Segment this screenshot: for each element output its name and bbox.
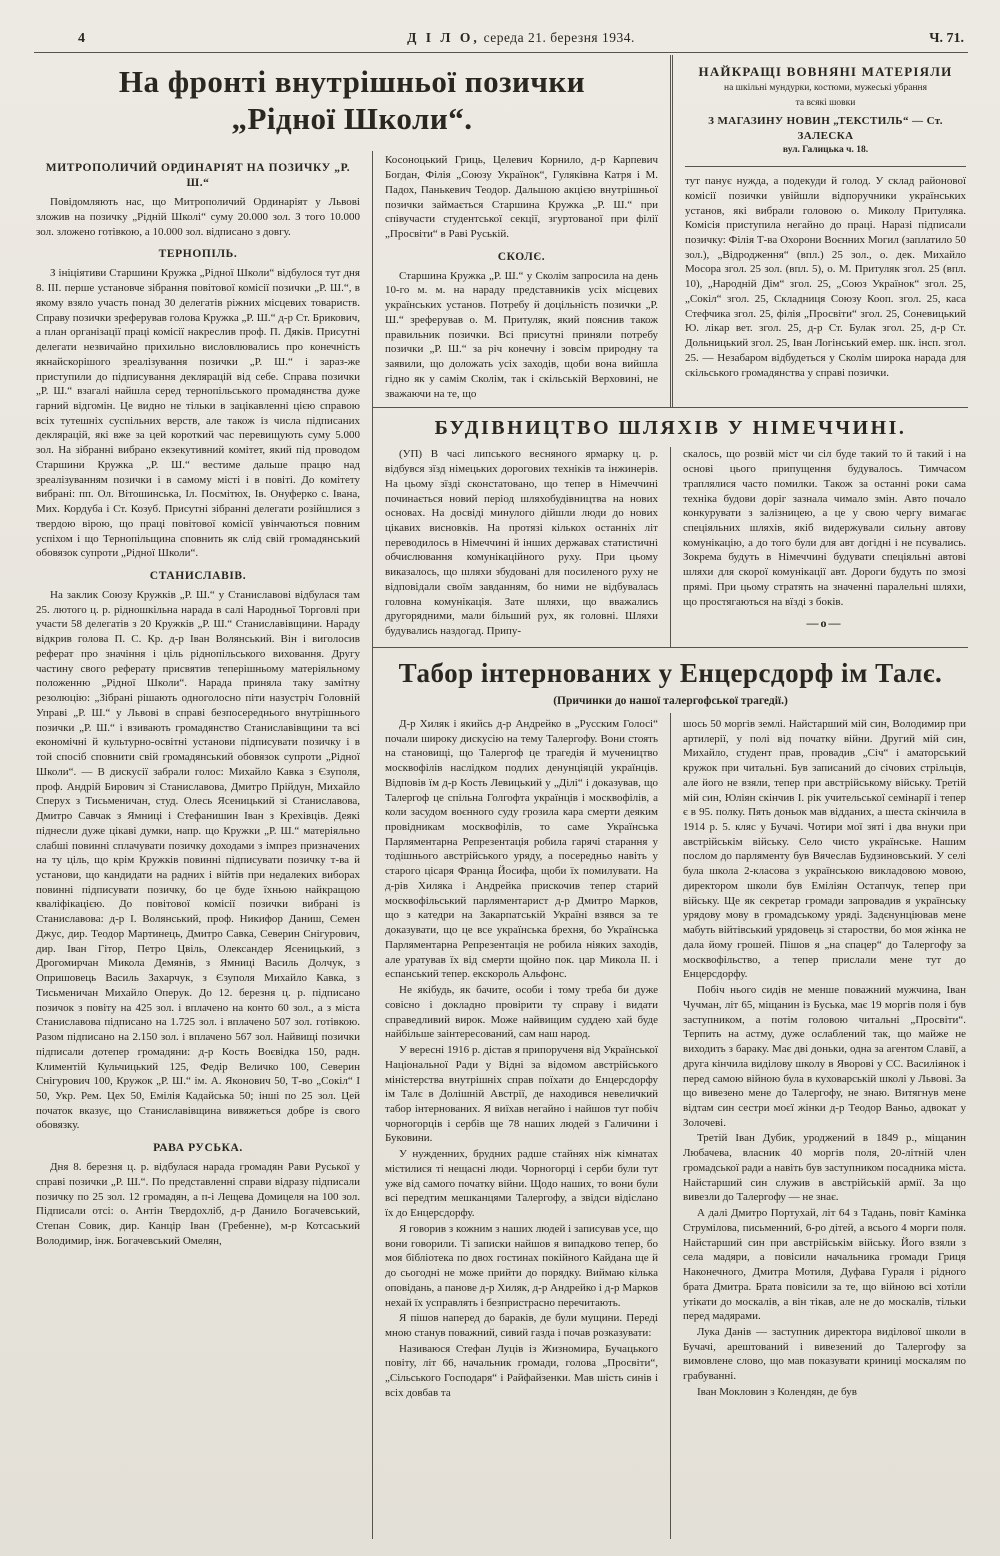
camp-paragraph: У вересні 1916 р. дістав я припорученя від Української Національної Ради у Відні за відомом австрійського міністерства внутрішніх справ поїхати до Енцерсдорфу ім Талє в Долішній Австрії, де находився невеличкий табор інтернованих. Я виїхав негайно і найшов тут побіч чорногорців і сербів ще 78 наших людей з Галичини і Буковини. xyxy=(385,1044,658,1145)
ad-address: вул. Галицька ч. 18. xyxy=(782,145,869,156)
roads-article-headline: БУДІВНИЦТВО ШЛЯХІВ У НІМЕЧЧИНІ. xyxy=(372,407,968,447)
camp-paragraph: Я говорив з кожним з наших людей і записував усе, що вони говорили. Ті записки найшов я випадково тепер, бо моя бібліотека по двох гостинах покійного Кайдана ще й до сьогодні не може прийти до порядку. Виймаю кілька оповідань, а панове д-р Хиляк, д-р Андрейко і д-р Марков нехай їх усправлять і безпристрасно перечитають. xyxy=(385,1222,658,1309)
page-number: 4 xyxy=(78,31,85,46)
section-heading-skole: СКОЛЄ. xyxy=(497,250,546,263)
skole-continuation-paragraph: тут панує нужда, а подекуди й голод. У склад районової комісії позички увійшли відпоручники українських установ, які вибрали головою о. Миколу Притуляка. Комісія приступила негайно до праці. Наразі підписали позичку: Філія Т-ва Охорони Воєнних Могил (заплатило 50 зол.), „Відродження“ (впл.) 25 зол., о. дек. Михайло Мосора згол. 25 зол. (впл. 5), о. М. Притуляк згол. 25 (впл. 10), „Народній Дім“ згол. 25, „Союз Українок“ згол. 25, „Сокіл“ згол. 25, Складниця Союзу Кооп. згол. 25, каса Стефчика згол. 25, філія „Просвіти“ згол. 25, Соневицький Ю. лікар вет. згол. 25, д-р Ст. Булак згол. 25, д-р Ст. Дольницький згол. 25, Іван Логінський емер. шк. інсп. згол. 25. — Незабаром відбудеться у Сколім широка нарада для скільського громадянства у справі позички. xyxy=(685,175,966,379)
roads-article-column-left xyxy=(372,447,670,647)
masthead xyxy=(34,30,968,53)
ad-line-2: на шкільні мундурки, костюми, мужеські убрання xyxy=(723,83,928,94)
rava-ruska-paragraph: Дня 8. березня ц. р. відбулася нарада громадян Рави Руської у справі позички „Р. Ш.“. По представленні справи відразу підписали позичку по 25 зол. 12 громадян, а п-і Лещева Домицеля на 100 зол. Підписали отсі: о. Антін Твердохліб, д-р Данило Богачевський, Степан Совик, дир. Канцір Іван (Гребенне), м-р Котсаський Володимир, інж. Богачевський Омелян, xyxy=(36,1161,360,1247)
main-article-headline xyxy=(34,55,670,151)
ad-headline: НАЙКРАЩІ ВОВНЯНІ МАТЕРІЯЛИ xyxy=(698,64,953,79)
main-headline-line-2: „Рідної Школи“. xyxy=(231,101,473,137)
section-heading-stanyslaviv: СТАНИСЛАВІВ. xyxy=(149,570,247,583)
camp-article-column-right xyxy=(670,713,968,1539)
ad-line-3: та всякі шовки xyxy=(795,98,856,109)
camp-article-headline: Табор інтернованих у Енцерсдорф ім Талє. xyxy=(398,657,943,688)
left-column xyxy=(34,151,372,1248)
page-columns xyxy=(34,55,968,1539)
section-divider: —о— xyxy=(806,616,843,631)
issue-date: середа 21. березня 1934. xyxy=(483,30,635,45)
roads-paragraph-right: скалось, що розвій міст чи сіл буде такий то й такий і на основі цього припущення будувалось. Тимчасом траплялися часто помилки. Також за останні роки сама техніка будови доріг зазнала чимало змін. Авто почало конкурувати з залізницею, а це у свою чергу вимагає спеціяльних шляхів, якіб видержували сильну автову комунікацію, а до того були для авт догідні і не псувались. Зокрема будуть в Німеччині будувати спеціяльні автові шляхи для скорої комунікації авт. Дороги будуть по змозі прямі. При цьому стратять на значенні паралельні шляхи, що простягаються на вїзді з боків. xyxy=(683,448,966,608)
main-headline-line-1: На фронті внутрішньої позички xyxy=(118,64,586,99)
camp-paragraph: А далі Дмитро Портухай, літ 64 з Тадань, повіт Камінка Струмілова, письменний, 6-ро дітей, а всього 4 морги поля. Найстарший син при австрійськім війську. Його взяли з села мадяри, а повісили начальника громади Гриця Наконечного, Дмитра Мотиля, Дуфава Гураля і рідного брата Дмитра. Брата повісили за те, що війною всі хотіли утікати до москалів, а він тікав, але не до москалів, тільки перед мадярами. xyxy=(683,1207,966,1323)
middle-column-top xyxy=(372,151,670,407)
section-heading-rava-ruska: РАВА РУСЬКА. xyxy=(153,1142,243,1155)
camp-paragraph: Лука Данів — заступник директора виділової школи в Бучачі, арештований і вивезений до Талергофу за вимовлене слово, що мав показувати криниці москалям по грабуванні. xyxy=(683,1325,966,1383)
camp-paragraph: Д-р Хиляк і якийсь д-р Андрейко в „Русским Голосі“ почали широку дискусію на тему Талергофу. Вони стоять на становищі, що Талергоф це трагедія й мучеництво москвофілів наслідком подлих денунціяцій українців. Відповів їм д-р Кость Левицький у „Ділі“ і доказував, що Талергоф це спільна Голгофта українців і москвофілів, а коли засудом воєнного суду грозила кара смерти деяким провідникам москвофілів, то саме Українська Парляментарна Репрезентація робила гарячі старання у тодішнього австрійського уряду, а посередньо навіть у старого цісаря Франца Йосифа, щоби їх помилувати. На д-рів Хиляка і Андрейка прискочив тепер старий москвофільський парляментарист д-р Дмитро Марков, що з катедри на Закарпатській Україні взявся за те доказувати, що це все українська брехня, бо Українська Парляментарна Репрезентація не робила ніяких заходів, але уратував їх від смерти щойно пок. цар Микола ІІ. і еспанський тепер. екскороль Альфонс. xyxy=(385,717,658,981)
ordynariat-paragraph: Повідомляють нас, що Митрополичий Ординаріят у Львові зложив на позичку „Рідній Школі“ суму 20.000 зол. З того 10.000 зол. зложено готівкою, а 10.000 зол. відписано з довгу. xyxy=(36,196,360,238)
camp-paragraph: Не якібудь, як бачите, особи і тому треба би дуже совісно і докладно провірити ту справу і видати справедливий вирок. Може найвищим суддею хай буде найбільше заінтересований, сам наш народ. xyxy=(385,984,658,1041)
issue-number: Ч. 71. xyxy=(929,31,964,46)
newspaper-name: Д І Л О, xyxy=(407,30,480,45)
camp-article-subtitle: (Причинки до нашої талергофської трагедії.) xyxy=(553,694,788,707)
stanyslaviv-paragraph: На заклик Союзу Кружків „Р. Ш.“ у Станиславові відбулася там 25. лютого ц. р. рідношкільна нарада в салі Народньої Торговлі при участи 58 делегатів з 20 Кружків „Р. Ш.“ Станиславівщини. Нараду відкрив голова П. С. Кр. д-р Іван Волянський. Він і виголосив реферат про значіння і ціль ріднопільського виховання. Другу частину свого реферату присвятив теперішньому матеріяльному положенню „Рідної Школи“. Нарада приняла таку замітну резолюцію: „Зібрані рішають одноголосно піти назустріч Головній Управі „Р. Ш.“ у Львові в справі безпосереднього внутрішнього позички „Р. Ш.“ і взивають громадянство Станиславівщини та всі економічні й культурно-освітні установи підписувати позичку і в той спосіб сповнити свій громадянський обовязок супроти „Рідної Школи“. — В дискусії забрали голос: Михайло Кавка з Єзуполя, проф. Андрій Бирович зі Станиславова, Дмитро Прійдун, Михайло Сперух з Тисьменичан, студ. Олесь Ясеницький зі Станиславова, Дмитро Савчак з Ямниці і Стефанишин Іван з Крехівців. Деякі піднесли дуже цікаві думки, напр. що Кружки „Р. Ш.“ матеріяльно слабші повинні сплачувати позичку доходами з імпрез призначених на ту ціль, що крім Кружків повинні підписувати позичку т-ва й установи, що кандидати на радних і війтів при недалеких виборах повинні підписувати позичку, бо це буде їхньою найкращою кваліфікацією. До повітової комісії позички вибрані із Станиславова: д-р І. Волянський, проф. Никифор Даниш, Семен Джус, дир. Теодор Мартинець, Дмитро Савка, Северин Снігурович, дир. Іван Гітор, Петро Цвіль, Олександер Ясеницький, з Дрогомирчан Микола Демянів, з Ямниці Василь Долчук, з Опришовець Василь Захарчук, з Єзуполя Михайло Кавка, з Тисьменичан Михайло Оперук. До 12. березня ц. р. підписано позичок з повіту на 425 зол. і вплачено на конто 60 зол., а з міста Станиславова підписано на 1.725 зол. і вплачено 507 зол. готівкою. Разом підписано на 2.150 зол. і вплачено 567 зол. Найвищі позички підписали дотепер громадяни: д-р Кость Воєвідка 150, радн. Климентій Кульчицький 125, Федір Величко 100, Северин Снігурович 100, Кружок „Р. Ш.“ ім. А. Яконович 50, Т-во „Сокіл“ І 50, Укр. Рем. Цех 50, Емілія Кадайська 50; інші по 25 зол. Цей початок вказує, що Станиславівщина вивяжеться добре із свого обовязку. xyxy=(36,589,360,1132)
ad-store-name: З МАГАЗИНУ НОВИН „ТЕКСТИЛЬ“ — Ст. ЗАЛЕСКА xyxy=(708,114,943,142)
camp-paragraph: Я пішов наперед до бараків, де були мущини. Переді мною станув поважний, сивий газда і почав розказувати: xyxy=(385,1312,658,1339)
section-heading-ternopil: ТЕРНОПІЛЬ. xyxy=(158,248,238,261)
masthead-center xyxy=(208,30,834,46)
camp-paragraph: Побіч нього сидів не менше поважний мужчина, Іван Чучман, літ 65, міщанин із Буська, має 19 моргів поля і був заступником, а потім головою читальні „Просвіти“. Терпить на астму, дуже ослаблений так, що майже не виходить з бараку. Має дві доньки, одна за агентом Славії, а друга кінчила виділову школу в Яворові у СС. Василіянок і перед самою війною була в куховарській школі у Львові. За що вивезено мене до Талергофу, не знаю. Витягнув мене відтам син сестри моєї жінки д-р Теодор Ваньо, адвокат у Золочеві. xyxy=(683,984,966,1129)
roads-paragraph-left: (УП) В часі липського весняного ярмарку ц. р. відбувся зїзд німецьких дорогових техніків та інжинерів. На цьому зїзді сконстатовано, що тепер в Німеччині починається новий період шляхобудівництва на нових основах. На досвіді минулого дійшли люди до нових цікавих висновків. На протязі кількох останніх літ переводилось в Німеччині й інших державах статистичні обчислювання комунікаційного руху. При цьому виказалось, що шляхи збудовані для посиленого руху не відповідали своїм завданням, бо ними не відбувалась головна комунікація. Зате шляхи, що вважались другорядними, мали більший рух, як головні. Шляхи будувались наздогад. Припу- xyxy=(385,448,658,638)
camp-paragraph: Називаюся Стефан Луців із Жизномира, Бучацького повіту, літ 66, начальник громади, голова „Просвіти“, „Сільського Господаря“ і Райфайзенки. Мав шість синів і всіх довбав та xyxy=(385,1342,658,1399)
roads-article-column-right xyxy=(670,447,968,647)
ternopil-paragraph: З ініціятиви Старшини Кружка „Рідної Школи“ відбулося тут дня 8. ІІІ. перше установче зібрання повітової комісії позички „Р. Ш.“, в якому взяло участь понад 30 делегатів ріжних місцевих товариств. Справу позички зреферував голова Кружка „Р. Ш.“ д-р Ст. Брикович, а план організації праці комісії накреслив проф. П. Дяків. Присутні делегати незвичайно прихильно висловлювались про конечність якнайскорішого зреалізування позички „Р. Ш.“ і зараз-же приступили до підписування деклярацій від себе. Справа позички „Р. Ш.“ взагалі найшла серед тернопільського промадянства дуже гарний відгомін. Це видно не тільки в зацікавленні цією справою всіх тутешніх суспільних верств, але також із числа підписаних деклярацій, які вже за цей короткий час перевищують суму 5.000 зол. На зібранні вибрано екзекутивний комітет, який під проводом Старшини Кружка „Р. Ш.“ вестиме дальше працю над зреалізуванням позички і в самому місті і в повіті. До комітету вибрані: пп. Ол. Вітошинська, Іл. Посмітюх, Ів. Онуферко с. Івана, Мих. Кордуба і Ст. Козуб. Присутні зібранні делегати розійшлися з твердою вірою, що праці повітової комісії увінчаються повним успіхом і що Тернопільщина сповнить як слід свій громадянський обовязок супроти „Рідної Школи“. xyxy=(36,267,360,560)
camp-paragraph: Іван Мокловин з Колендян, де був xyxy=(697,1385,857,1398)
rava-ruska-continuation-paragraph: Косоноцький Гриць, Целевич Корнило, д-р Карпевич Богдан, Філія „Союзу Українок“, Гуляківна Катря і М. Падох, Панькевич Теодор. Дальшою акцією внутрішньої позички займається Старшина Кружка „Р. Ш.“ при співучасти студентської секції, згуртованої при філії „Просвіти“ в Раві Руській. xyxy=(385,154,658,241)
section-heading-ordynariat: МИТРОПОЛИЧИЙ ОРДИНАРІЯТ НА ПОЗИЧКУ „Р. Ш.“ xyxy=(45,162,351,190)
camp-paragraph: шось 50 моргів землі. Найстарший мій син, Володимир при артилерії, у полі від початку війни. Другий мій син, Михайло, студент прав, провадив „Січ“ і аматорський кружок при читальні. Був записаний до січових стрільців, але його не взяли, тепер при австрійському війську. Третій мій син, Юліян скінчив І. рік учительської семінарії і тепер є в 95. полку. Пять доньок мав відданих, а шеста скінчила в 1914 р. 5. кляс у Бучачі. Чотири мої зяті і два внуки при австрійськім війську. Село чисто українське. Нашим послом до парляменту був Вячеслав Будзиновський. У селі була школа 2-класова з українською викладовою мовою, директором школи був Еміліян Остапчук, тепер при війську. Ще як секретар громади запровадив я українську урядову мову в громадському уряді. Задєнунціював мене мабуть війтівський урядовець зі старостви, бо моя жінка не дала йому грошей. Пішов я „на спацер“ до Талергофу за москвофільство, а тепер прислали мене тут до Енцерсдорфу. xyxy=(683,717,966,981)
textile-store-ad xyxy=(685,55,966,167)
right-column-top xyxy=(670,55,968,407)
skole-paragraph: Старшина Кружка „Р. Ш.“ у Сколім запросила на день 10-го м. м. на нараду представників усіх місцевих українських установ. Потребу й доцільність позички „Р. Ш.“ зреферував о. М. Притуляк, який пояснив також правильник позички. Всі присутні приняли потребу позички „Р. Ш.“ за річ конечну і зовсім природну та заявили, що доложать усіх заходів, щоби вона вийшла гідно як у самім Сколім, так і скільській Верховині, не зважаючи на те, що xyxy=(385,269,658,400)
camp-paragraph: Третій Іван Дубик, уроджений в 1849 р., міщанин Любачева, власник 40 моргів поля, 20-літній член громадської ради а навіть був заступником посадника міста. Найстарший син служив в австрійській армії. За що вивезли до Талергофу — не знає. xyxy=(683,1132,966,1204)
camp-article-header xyxy=(372,647,968,713)
camp-paragraph: У нужденних, брудних радше стайнях ніж кімнатах містилися ті нещасні люди. Чорногорці і серби були тут уже від самого початку війни. Щодо наших, то вони були всі передтим мешканцями Талергофу, а звідси відіслано їх до Енцерсдорфу. xyxy=(385,1148,658,1220)
camp-article-column-left xyxy=(372,713,670,1539)
